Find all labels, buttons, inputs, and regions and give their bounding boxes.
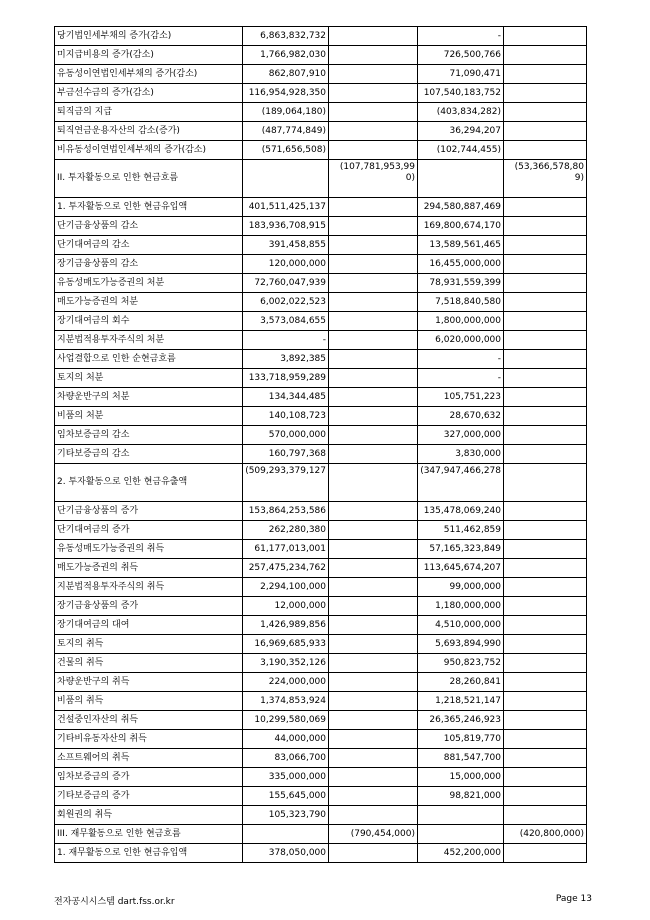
table-row <box>55 46 587 65</box>
prior-year-total-cell <box>504 255 587 274</box>
prior-year-detail-cell: 135,478,069,240 <box>418 502 504 521</box>
table-row <box>55 65 587 84</box>
table-row <box>55 331 587 350</box>
table-row <box>55 27 587 46</box>
current-year-detail-cell: (509,293,379,127 <box>243 464 329 502</box>
row-label-cell: 토지의 취득 <box>55 635 243 654</box>
current-year-detail-cell: 1,426,989,856 <box>243 616 329 635</box>
row-label-cell: 부금선수금의 증가(감소) <box>55 84 243 103</box>
prior-year-total-cell <box>504 388 587 407</box>
current-year-detail-cell: 83,066,700 <box>243 749 329 768</box>
table-row <box>55 122 587 141</box>
prior-year-detail-cell: 15,000,000 <box>418 768 504 787</box>
row-label-cell: 회원권의 취득 <box>55 806 243 825</box>
current-year-total-cell <box>329 84 418 103</box>
prior-year-detail-cell: 98,821,000 <box>418 787 504 806</box>
row-label-cell: 건물의 취득 <box>55 654 243 673</box>
current-year-detail-cell: 44,000,000 <box>243 730 329 749</box>
current-year-total-cell <box>329 46 418 65</box>
prior-year-total-cell <box>504 597 587 616</box>
prior-year-detail-cell: 105,819,770 <box>418 730 504 749</box>
prior-year-detail-cell: 726,500,766 <box>418 46 504 65</box>
prior-year-total-cell <box>504 692 587 711</box>
table-row <box>55 806 587 825</box>
table-row <box>55 198 587 217</box>
current-year-detail-cell: (487,774,849) <box>243 122 329 141</box>
table-row <box>55 654 587 673</box>
row-label-cell: 차량운반구의 처분 <box>55 388 243 407</box>
prior-year-detail-cell: 4,510,000,000 <box>418 616 504 635</box>
table-row <box>55 141 587 160</box>
prior-year-total-cell <box>504 711 587 730</box>
row-label-cell: 단기대여금의 증가 <box>55 521 243 540</box>
prior-year-total-cell <box>504 673 587 692</box>
current-year-detail-cell: 155,645,000 <box>243 787 329 806</box>
table-row <box>55 844 587 863</box>
row-label-cell: 장기대여금의 대여 <box>55 616 243 635</box>
table-row <box>55 730 587 749</box>
current-year-total-cell <box>329 312 418 331</box>
row-label-cell: II. 투자활동으로 인한 현금흐름 <box>55 160 243 198</box>
prior-year-detail-cell: - <box>418 369 504 388</box>
current-year-detail-cell <box>243 160 329 198</box>
prior-year-detail-cell: (347,947,466,278 <box>418 464 504 502</box>
current-year-total-cell <box>329 559 418 578</box>
prior-year-total-cell <box>504 141 587 160</box>
row-label-cell: 사업결합으로 인한 순현금흐름 <box>55 350 243 369</box>
current-year-detail-cell: 3,573,084,655 <box>243 312 329 331</box>
row-label-cell: 임차보증금의 감소 <box>55 426 243 445</box>
current-year-detail-cell: 105,323,790 <box>243 806 329 825</box>
row-label-cell: 지분법적용투자주식의 취득 <box>55 578 243 597</box>
row-label-cell: 매도가능증권의 처분 <box>55 293 243 312</box>
current-year-total-cell <box>329 198 418 217</box>
row-label-cell: 건설중인자산의 취득 <box>55 711 243 730</box>
prior-year-total-cell <box>504 654 587 673</box>
prior-year-detail-cell: (102,744,455) <box>418 141 504 160</box>
current-year-detail-cell: 6,863,832,732 <box>243 27 329 46</box>
prior-year-total-cell <box>504 787 587 806</box>
current-year-total-cell <box>329 407 418 426</box>
current-year-detail-cell: 391,458,855 <box>243 236 329 255</box>
row-label-cell: 기타비유동자산의 취득 <box>55 730 243 749</box>
current-year-detail-cell: 140,108,723 <box>243 407 329 426</box>
prior-year-total-cell <box>504 426 587 445</box>
prior-year-detail-cell: 1,218,521,147 <box>418 692 504 711</box>
table-row <box>55 350 587 369</box>
prior-year-total-cell <box>504 445 587 464</box>
current-year-total-cell <box>329 141 418 160</box>
current-year-detail-cell: 224,000,000 <box>243 673 329 692</box>
current-year-total-cell <box>329 749 418 768</box>
current-year-detail-cell: 134,344,485 <box>243 388 329 407</box>
prior-year-total-cell <box>504 312 587 331</box>
current-year-total-cell <box>329 445 418 464</box>
current-year-detail-cell: 2,294,100,000 <box>243 578 329 597</box>
current-year-total-cell <box>329 768 418 787</box>
row-label-cell: 1. 재무활동으로 인한 현금유입액 <box>55 844 243 863</box>
prior-year-detail-cell: 511,462,859 <box>418 521 504 540</box>
table-row <box>55 597 587 616</box>
prior-year-detail-cell: (403,834,282) <box>418 103 504 122</box>
row-label-cell: 비품의 취득 <box>55 692 243 711</box>
current-year-total-cell <box>329 521 418 540</box>
prior-year-detail-cell: 28,670,632 <box>418 407 504 426</box>
table-row <box>55 312 587 331</box>
prior-year-detail-cell: 78,931,559,399 <box>418 274 504 293</box>
current-year-detail-cell: 133,718,959,289 <box>243 369 329 388</box>
prior-year-total-cell <box>504 84 587 103</box>
prior-year-detail-cell: 1,800,000,000 <box>418 312 504 331</box>
table-row <box>55 787 587 806</box>
current-year-total-cell <box>329 103 418 122</box>
prior-year-detail-cell: 113,645,674,207 <box>418 559 504 578</box>
table-row <box>55 559 587 578</box>
table-row <box>55 160 587 198</box>
table-row <box>55 711 587 730</box>
table-row <box>55 426 587 445</box>
table-row <box>55 825 587 844</box>
current-year-total-cell <box>329 844 418 863</box>
prior-year-detail-cell: 13,589,561,465 <box>418 236 504 255</box>
current-year-total-cell <box>329 578 418 597</box>
current-year-total-cell <box>329 293 418 312</box>
current-year-detail-cell: (189,064,180) <box>243 103 329 122</box>
prior-year-total-cell <box>504 350 587 369</box>
current-year-detail-cell: 1,766,982,030 <box>243 46 329 65</box>
prior-year-detail-cell: 6,020,000,000 <box>418 331 504 350</box>
row-label-cell: 유동성매도가능증권의 처분 <box>55 274 243 293</box>
current-year-total-cell <box>329 692 418 711</box>
current-year-detail-cell: 257,475,234,762 <box>243 559 329 578</box>
table-row <box>55 217 587 236</box>
prior-year-detail-cell <box>418 806 504 825</box>
current-year-detail-cell: 16,969,685,933 <box>243 635 329 654</box>
current-year-detail-cell: 10,299,580,069 <box>243 711 329 730</box>
prior-year-detail-cell: 105,751,223 <box>418 388 504 407</box>
current-year-detail-cell: 3,892,385 <box>243 350 329 369</box>
row-label-cell: 미지급비용의 증가(감소) <box>55 46 243 65</box>
row-label-cell: III. 재무활동으로 인한 현금흐름 <box>55 825 243 844</box>
prior-year-detail-cell: 169,800,674,170 <box>418 217 504 236</box>
current-year-total-cell <box>329 331 418 350</box>
row-label-cell: 지분법적용투자주식의 처분 <box>55 331 243 350</box>
footer-source: 전자공시시스템 dart.fss.or.kr <box>54 897 175 907</box>
current-year-detail-cell: - <box>243 331 329 350</box>
row-label-cell: 당기법인세부채의 증가(감소) <box>55 27 243 46</box>
table-row <box>55 445 587 464</box>
row-label-cell: 유동성이연법인세부채의 증가(감소) <box>55 65 243 84</box>
prior-year-total-cell <box>504 578 587 597</box>
prior-year-detail-cell: 36,294,207 <box>418 122 504 141</box>
prior-year-total-cell <box>504 768 587 787</box>
row-label-cell: 비품의 처분 <box>55 407 243 426</box>
current-year-detail-cell: 160,797,368 <box>243 445 329 464</box>
prior-year-total-cell <box>504 46 587 65</box>
prior-year-total-cell <box>504 217 587 236</box>
prior-year-total-cell <box>504 27 587 46</box>
current-year-detail-cell: 1,374,853,924 <box>243 692 329 711</box>
prior-year-detail-cell: 294,580,887,469 <box>418 198 504 217</box>
prior-year-total-cell <box>504 635 587 654</box>
row-label-cell: 장기금융상품의 감소 <box>55 255 243 274</box>
current-year-total-cell <box>329 502 418 521</box>
table-row <box>55 635 587 654</box>
current-year-detail-cell: 570,000,000 <box>243 426 329 445</box>
prior-year-total-cell <box>504 103 587 122</box>
row-label-cell: 기타보증금의 증가 <box>55 787 243 806</box>
prior-year-detail-cell: 452,200,000 <box>418 844 504 863</box>
current-year-detail-cell: (571,656,508) <box>243 141 329 160</box>
prior-year-detail-cell <box>418 825 504 844</box>
row-label-cell: 비유동성이연법인세부채의 증가(감소) <box>55 141 243 160</box>
prior-year-detail-cell: 28,260,841 <box>418 673 504 692</box>
prior-year-detail-cell <box>418 160 504 198</box>
prior-year-detail-cell: 950,823,752 <box>418 654 504 673</box>
row-label-cell: 1. 투자활동으로 인한 현금유입액 <box>55 198 243 217</box>
current-year-detail-cell <box>243 825 329 844</box>
prior-year-total-cell <box>504 198 587 217</box>
row-label-cell: 임차보증금의 증가 <box>55 768 243 787</box>
row-label-cell: 2. 투자활동으로 인한 현금유출액 <box>55 464 243 502</box>
prior-year-detail-cell: 3,830,000 <box>418 445 504 464</box>
prior-year-total-cell <box>504 464 587 502</box>
current-year-total-cell <box>329 711 418 730</box>
table-row <box>55 616 587 635</box>
prior-year-total-cell <box>504 806 587 825</box>
table-row <box>55 407 587 426</box>
current-year-total-cell <box>329 540 418 559</box>
prior-year-total-cell <box>504 407 587 426</box>
row-label-cell: 장기금융상품의 증가 <box>55 597 243 616</box>
row-label-cell: 단기금융상품의 감소 <box>55 217 243 236</box>
prior-year-total-cell <box>504 730 587 749</box>
current-year-detail-cell: 262,280,380 <box>243 521 329 540</box>
table-row <box>55 255 587 274</box>
current-year-total-cell <box>329 255 418 274</box>
prior-year-total-cell <box>504 236 587 255</box>
current-year-total-cell <box>329 597 418 616</box>
prior-year-total-cell: (53,366,578,809) <box>504 160 587 198</box>
table-row <box>55 502 587 521</box>
prior-year-total-cell: (420,800,000) <box>504 825 587 844</box>
table-row <box>55 369 587 388</box>
prior-year-total-cell <box>504 65 587 84</box>
table-row <box>55 673 587 692</box>
current-year-detail-cell: 12,000,000 <box>243 597 329 616</box>
row-label-cell: 단기대여금의 감소 <box>55 236 243 255</box>
current-year-total-cell <box>329 217 418 236</box>
current-year-total-cell: (790,454,000) <box>329 825 418 844</box>
row-label-cell: 소프트웨어의 취득 <box>55 749 243 768</box>
prior-year-detail-cell: 26,365,246,923 <box>418 711 504 730</box>
table-row <box>55 692 587 711</box>
current-year-detail-cell: 3,190,352,126 <box>243 654 329 673</box>
current-year-total-cell <box>329 730 418 749</box>
current-year-total-cell <box>329 350 418 369</box>
current-year-total-cell <box>329 673 418 692</box>
current-year-total-cell <box>329 369 418 388</box>
prior-year-total-cell <box>504 749 587 768</box>
current-year-detail-cell: 6,002,022,523 <box>243 293 329 312</box>
current-year-detail-cell: 378,050,000 <box>243 844 329 863</box>
prior-year-detail-cell: 16,455,000,000 <box>418 255 504 274</box>
current-year-detail-cell: 120,000,000 <box>243 255 329 274</box>
prior-year-total-cell <box>504 616 587 635</box>
current-year-detail-cell: 335,000,000 <box>243 768 329 787</box>
current-year-detail-cell: 61,177,013,001 <box>243 540 329 559</box>
table-row <box>55 749 587 768</box>
row-label-cell: 유동성매도가능증권의 취득 <box>55 540 243 559</box>
current-year-detail-cell: 116,954,928,350 <box>243 84 329 103</box>
prior-year-detail-cell: 881,547,700 <box>418 749 504 768</box>
cash-flow-table-body <box>55 27 587 863</box>
prior-year-detail-cell: - <box>418 27 504 46</box>
row-label-cell: 토지의 처분 <box>55 369 243 388</box>
current-year-total-cell <box>329 274 418 293</box>
prior-year-total-cell <box>504 844 587 863</box>
table-row <box>55 578 587 597</box>
prior-year-total-cell <box>504 502 587 521</box>
prior-year-detail-cell: 1,180,000,000 <box>418 597 504 616</box>
table-row <box>55 388 587 407</box>
current-year-total-cell <box>329 806 418 825</box>
table-row <box>55 293 587 312</box>
prior-year-detail-cell: 57,165,323,849 <box>418 540 504 559</box>
prior-year-total-cell <box>504 293 587 312</box>
row-label-cell: 단기금융상품의 증가 <box>55 502 243 521</box>
table-row <box>55 236 587 255</box>
current-year-detail-cell: 862,807,910 <box>243 65 329 84</box>
table-row <box>55 521 587 540</box>
footer-page-number: Page 13 <box>555 894 592 904</box>
current-year-detail-cell: 153,864,253,586 <box>243 502 329 521</box>
current-year-total-cell <box>329 122 418 141</box>
table-row <box>55 768 587 787</box>
table-row <box>55 103 587 122</box>
current-year-total-cell <box>329 27 418 46</box>
prior-year-total-cell <box>504 122 587 141</box>
prior-year-detail-cell: 99,000,000 <box>418 578 504 597</box>
current-year-detail-cell: 72,760,047,939 <box>243 274 329 293</box>
prior-year-total-cell <box>504 274 587 293</box>
row-label-cell: 퇴직금의 지급 <box>55 103 243 122</box>
current-year-total-cell <box>329 65 418 84</box>
prior-year-total-cell <box>504 331 587 350</box>
current-year-total-cell: (107,781,953,990) <box>329 160 418 198</box>
current-year-total-cell <box>329 787 418 806</box>
prior-year-detail-cell: 107,540,183,752 <box>418 84 504 103</box>
prior-year-detail-cell: 71,090,471 <box>418 65 504 84</box>
table-row <box>55 274 587 293</box>
table-row <box>55 540 587 559</box>
table-row <box>55 464 587 502</box>
prior-year-detail-cell: - <box>418 350 504 369</box>
current-year-total-cell <box>329 635 418 654</box>
current-year-total-cell <box>329 654 418 673</box>
current-year-total-cell <box>329 426 418 445</box>
row-label-cell: 기타보증금의 감소 <box>55 445 243 464</box>
row-label-cell: 장기대여금의 회수 <box>55 312 243 331</box>
row-label-cell: 매도가능증권의 취득 <box>55 559 243 578</box>
current-year-detail-cell: 183,936,708,915 <box>243 217 329 236</box>
table-row <box>55 84 587 103</box>
prior-year-detail-cell: 327,000,000 <box>418 426 504 445</box>
prior-year-total-cell <box>504 521 587 540</box>
current-year-total-cell <box>329 236 418 255</box>
current-year-detail-cell: 401,511,425,137 <box>243 198 329 217</box>
cash-flow-table <box>54 26 587 863</box>
row-label-cell: 퇴직연금운용자산의 감소(증가) <box>55 122 243 141</box>
prior-year-total-cell <box>504 540 587 559</box>
prior-year-total-cell <box>504 369 587 388</box>
prior-year-detail-cell: 5,693,894,990 <box>418 635 504 654</box>
row-label-cell: 차량운반구의 취득 <box>55 673 243 692</box>
current-year-total-cell <box>329 616 418 635</box>
prior-year-total-cell <box>504 559 587 578</box>
current-year-total-cell <box>329 464 418 502</box>
current-year-total-cell <box>329 388 418 407</box>
prior-year-detail-cell: 7,518,840,580 <box>418 293 504 312</box>
